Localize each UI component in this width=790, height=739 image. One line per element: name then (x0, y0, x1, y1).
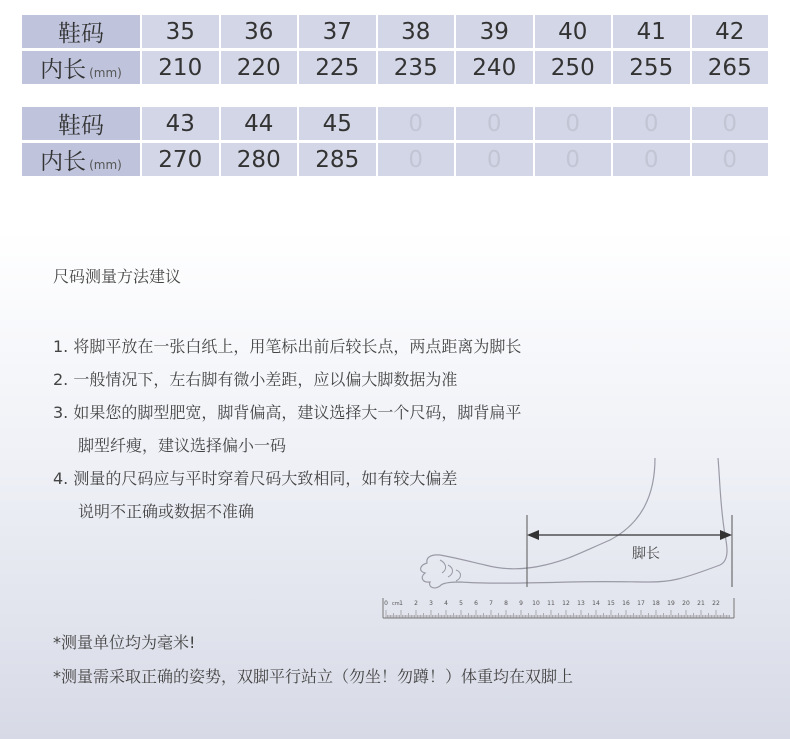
foot-measure-diagram (380, 455, 740, 625)
ruler-tick-label: 18 (652, 600, 660, 607)
size-row (22, 15, 768, 48)
length-cell-empty: 0 (613, 143, 690, 176)
ruler-tick-label: 6 (474, 600, 478, 607)
ruler-tick-label: 15 (607, 600, 615, 607)
tip-text: 4. 测量的尺码应与平时穿着尺码大致相同，如有较大偏差 (53, 469, 458, 488)
ruler-tick-label: 16 (622, 600, 630, 607)
ruler-tick-label: 7 (489, 600, 493, 607)
ruler-unit-label: cm (392, 601, 400, 607)
ruler-tick-label: 3 (429, 600, 433, 607)
size-cell: 37 (299, 15, 376, 48)
size-cell: 41 (613, 15, 690, 48)
size-row (22, 107, 768, 140)
length-cell: 280 (221, 143, 298, 176)
toe-lines (440, 560, 461, 581)
length-cell: 285 (299, 143, 376, 176)
length-label: 内长 (40, 57, 87, 83)
ruler-tick-label: 13 (577, 600, 585, 607)
size-cell: 36 (221, 15, 298, 48)
length-cell: 265 (692, 51, 769, 84)
tip-text-continued: 脚型纤瘦，建议选择偏小一码 (78, 436, 287, 455)
ruler-tick-label: 0 (384, 600, 388, 607)
length-cell: 235 (378, 51, 455, 84)
length-cell: 210 (142, 51, 219, 84)
size-cell: 44 (221, 107, 298, 140)
tip-item (53, 330, 613, 363)
size-row-label: 鞋码 (22, 107, 140, 140)
foot-outline (421, 458, 727, 588)
length-cell: 240 (456, 51, 533, 84)
ruler-tick-label: 2 (414, 600, 418, 607)
size-cell-empty: 0 (378, 107, 455, 140)
note-unit: *测量单位均为毫米! (53, 633, 196, 652)
length-row-label (22, 51, 140, 84)
tip-item (53, 363, 613, 396)
ruler-tick-label: 14 (592, 600, 600, 607)
foot-illustration (380, 455, 740, 625)
note-posture: *测量需采取正确的姿势，双脚平行站立（勿坐！勿蹲！）体重均在双脚上 (53, 667, 574, 686)
size-cell: 45 (299, 107, 376, 140)
length-unit: (mm) (89, 158, 122, 172)
tip-text: 1. 将脚平放在一张白纸上，用笔标出前后较长点，两点距离为脚长 (53, 337, 522, 356)
tip-text: 3. 如果您的脚型肥宽，脚背偏高，建议选择大一个尺码，脚背扁平 (53, 403, 522, 422)
length-row-label (22, 143, 140, 176)
size-cell-empty: 0 (456, 107, 533, 140)
measure-notes (53, 626, 573, 694)
ruler-tick-label: 10 (532, 600, 540, 607)
ruler-tick-label: 11 (547, 600, 555, 607)
size-cell: 42 (692, 15, 769, 48)
length-unit: (mm) (89, 66, 122, 80)
length-cell: 255 (613, 51, 690, 84)
length-row (22, 143, 768, 176)
measure-title: 尺码测量方法建议 (53, 267, 182, 286)
ruler-tick-label: 12 (562, 600, 570, 607)
length-label: 内长 (40, 149, 87, 175)
length-cell-empty: 0 (378, 143, 455, 176)
arrow-left-icon (527, 530, 539, 540)
ruler-tick-label: 17 (637, 600, 645, 607)
ruler-tick-label: 5 (459, 600, 463, 607)
ruler-tick-label: 4 (444, 600, 448, 607)
ruler-tick-label: 20 (682, 600, 690, 607)
size-cell-empty: 0 (613, 107, 690, 140)
size-chart-table-1 (20, 12, 770, 87)
ruler-tick-label: 1 (399, 600, 403, 607)
size-row-label: 鞋码 (22, 15, 140, 48)
size-cell: 40 (535, 15, 612, 48)
length-row (22, 51, 768, 84)
size-cell: 39 (456, 15, 533, 48)
length-cell: 220 (221, 51, 298, 84)
length-cell: 250 (535, 51, 612, 84)
ruler-tick-label: 22 (712, 600, 720, 607)
size-chart-table-2 (20, 104, 770, 179)
ruler-labels (384, 600, 720, 607)
length-cell: 225 (299, 51, 376, 84)
length-cell-empty: 0 (456, 143, 533, 176)
ruler-tick-label: 8 (504, 600, 508, 607)
length-cell-empty: 0 (692, 143, 769, 176)
tip-item (53, 396, 613, 462)
length-cell-empty: 0 (535, 143, 612, 176)
size-cell-empty: 0 (535, 107, 612, 140)
size-cell: 35 (142, 15, 219, 48)
ruler-tick-label: 21 (697, 600, 705, 607)
size-cell: 38 (378, 15, 455, 48)
length-cell: 270 (142, 143, 219, 176)
ruler (383, 598, 734, 618)
tip-text-continued: 说明不正确或数据不准确 (78, 502, 255, 521)
size-cell-empty: 0 (692, 107, 769, 140)
size-cell: 43 (142, 107, 219, 140)
tip-text: 2. 一般情况下，左右脚有微小差距，应以偏大脚数据为准 (53, 370, 458, 389)
ruler-tick-label: 9 (519, 600, 523, 607)
ruler-ticks (386, 610, 730, 618)
ruler-tick-label: 19 (667, 600, 675, 607)
foot-length-label: 脚长 (632, 546, 660, 562)
